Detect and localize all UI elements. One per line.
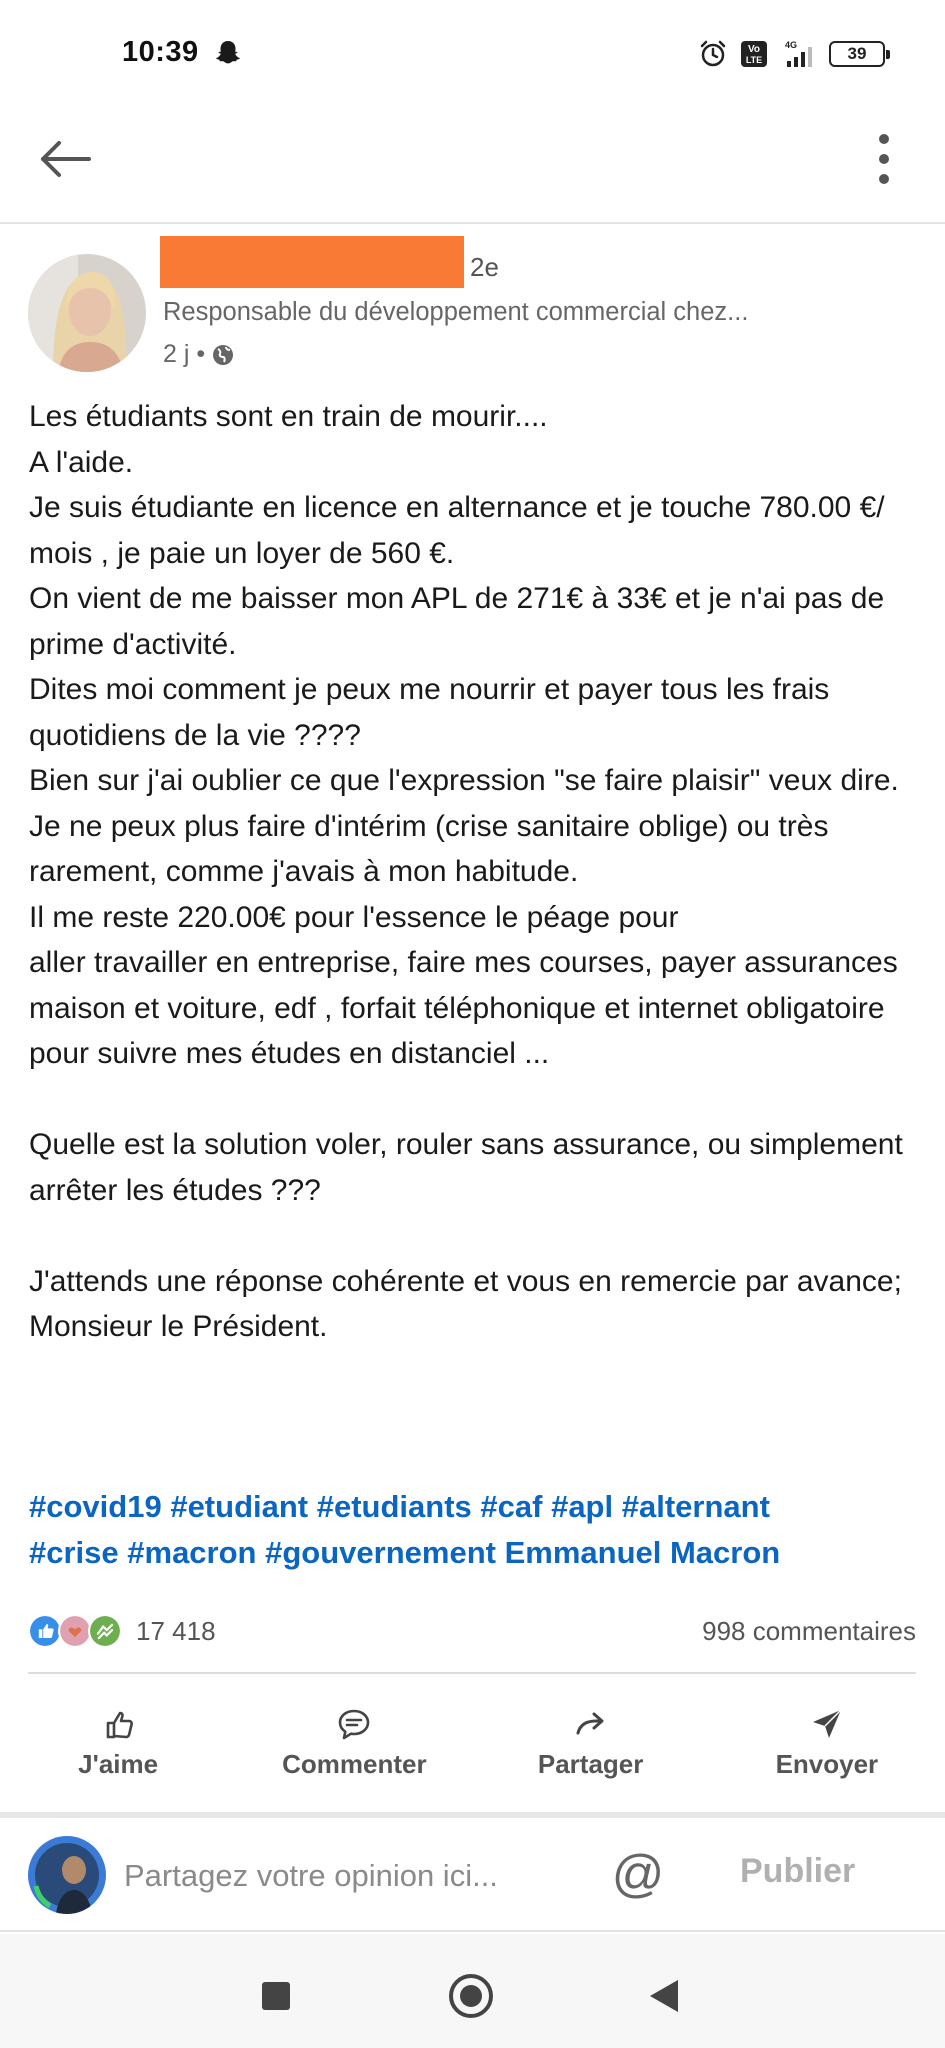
like-label: J'aime — [78, 1748, 159, 1779]
comment-button[interactable] — [236, 1680, 472, 1804]
more-options-button[interactable] — [849, 124, 919, 194]
comment-count[interactable]: 998 commentaires — [702, 1615, 916, 1646]
signal-icon — [779, 39, 819, 69]
snapchat-ghost-icon — [213, 38, 243, 68]
status-icons — [697, 38, 885, 70]
hashtag-link[interactable]: #alternant — [621, 1489, 770, 1524]
vertical-dots-icon — [878, 133, 890, 185]
hashtag-link[interactable]: #apl — [551, 1489, 614, 1524]
send-button[interactable] — [709, 1680, 945, 1804]
hashtag-link[interactable]: #etudiant — [170, 1489, 309, 1524]
hashtag-list — [29, 1484, 929, 1576]
reaction-icons[interactable] — [28, 1614, 118, 1648]
love-reaction-icon — [58, 1614, 92, 1648]
alarm-icon — [697, 38, 729, 70]
hashtag-link[interactable]: #macron — [127, 1535, 257, 1570]
action-bar — [0, 1680, 945, 1804]
post-header — [0, 224, 945, 380]
status-time: 10:39 — [122, 36, 199, 68]
home-button[interactable] — [449, 1974, 493, 2018]
app-bar — [0, 100, 945, 224]
post-text: Les étudiants sont en train de mourir.... A l'aide. Je suis étudiante en licence en alternance et je touche 780.00 €/ mois , je paie un loyer de 560 €. On vient de me baisser mon APL de 271€ à 33€ et je n'ai pas de prime d'activité. Dites moi comment je peux me nourrir et payer tous les frais quotidiens de la vie ???? Bien sur j'ai oublier ce que l'expression "se faire plaisir" veux dire. Je ne peux plus faire d'intérim (crise sanitaire oblige) ou très rarement, comme j'avais à mon habitude. Il me reste 220.00€ pour l'essence le péage pour aller travailler en entreprise, faire mes courses, payer assurances maison et voiture, edf , forfait téléphonique et internet obligatoire pour suivre mes études en distanciel ... Quelle est la solution voler, rouler sans assurance, ou simplement arrêter les études ??? J'attends une réponse cohérente et vous en remercie par avance; Monsieur le Président. — [29, 400, 903, 1343]
reaction-count[interactable]: 17 418 — [136, 1615, 216, 1646]
like-button[interactable] — [0, 1680, 236, 1804]
post-time: 2 j • — [163, 340, 206, 368]
mention-link[interactable]: Emmanuel Macron — [504, 1535, 781, 1570]
social-counts — [28, 1608, 916, 1654]
like-reaction-icon — [28, 1614, 62, 1648]
comment-composer — [0, 1818, 945, 1932]
share-label: Partager — [537, 1748, 644, 1779]
globe-icon — [211, 343, 235, 367]
hashtag-link[interactable]: #crise — [29, 1535, 119, 1570]
paper-plane-icon — [808, 1705, 846, 1743]
arrow-left-icon — [37, 139, 93, 179]
system-nav-bar — [0, 1934, 945, 2048]
thumbs-up-icon — [99, 1705, 137, 1743]
hashtag-link[interactable]: #covid19 — [29, 1489, 162, 1524]
recent-apps-button[interactable] — [262, 1982, 290, 2010]
share-arrow-icon — [572, 1705, 610, 1743]
share-button[interactable] — [473, 1680, 709, 1804]
author-headline: Responsable du développement commercial chez... — [163, 298, 749, 326]
battery-icon — [829, 41, 885, 67]
author-avatar[interactable] — [28, 254, 146, 372]
redacted-author-name — [160, 236, 464, 288]
svg-text:Vo: Vo — [747, 44, 761, 55]
hashtag-link[interactable]: #gouvernement — [265, 1535, 496, 1570]
hashtag-link[interactable]: #caf — [480, 1489, 543, 1524]
comment-label: Commenter — [282, 1748, 427, 1779]
svg-text:LTE: LTE — [745, 55, 763, 65]
speech-bubble-icon — [335, 1705, 373, 1743]
status-bar — [0, 0, 945, 100]
divider — [28, 1672, 916, 1674]
publish-button[interactable]: Publier — [740, 1852, 856, 1890]
system-back-button[interactable] — [650, 1980, 678, 2012]
user-avatar[interactable] — [28, 1836, 106, 1914]
hashtag-link[interactable]: #etudiants — [316, 1489, 472, 1524]
mention-button[interactable]: @ — [611, 1845, 665, 1903]
send-label: Envoyer — [775, 1748, 879, 1779]
support-reaction-icon — [88, 1614, 122, 1648]
battery-level: 39 — [847, 44, 867, 63]
volte-icon — [739, 39, 769, 69]
connection-degree: 2e — [470, 252, 499, 282]
svg-text:4G: 4G — [785, 40, 798, 50]
comment-input[interactable] — [124, 1848, 544, 1904]
post-meta — [163, 340, 235, 369]
back-button[interactable] — [30, 124, 100, 194]
